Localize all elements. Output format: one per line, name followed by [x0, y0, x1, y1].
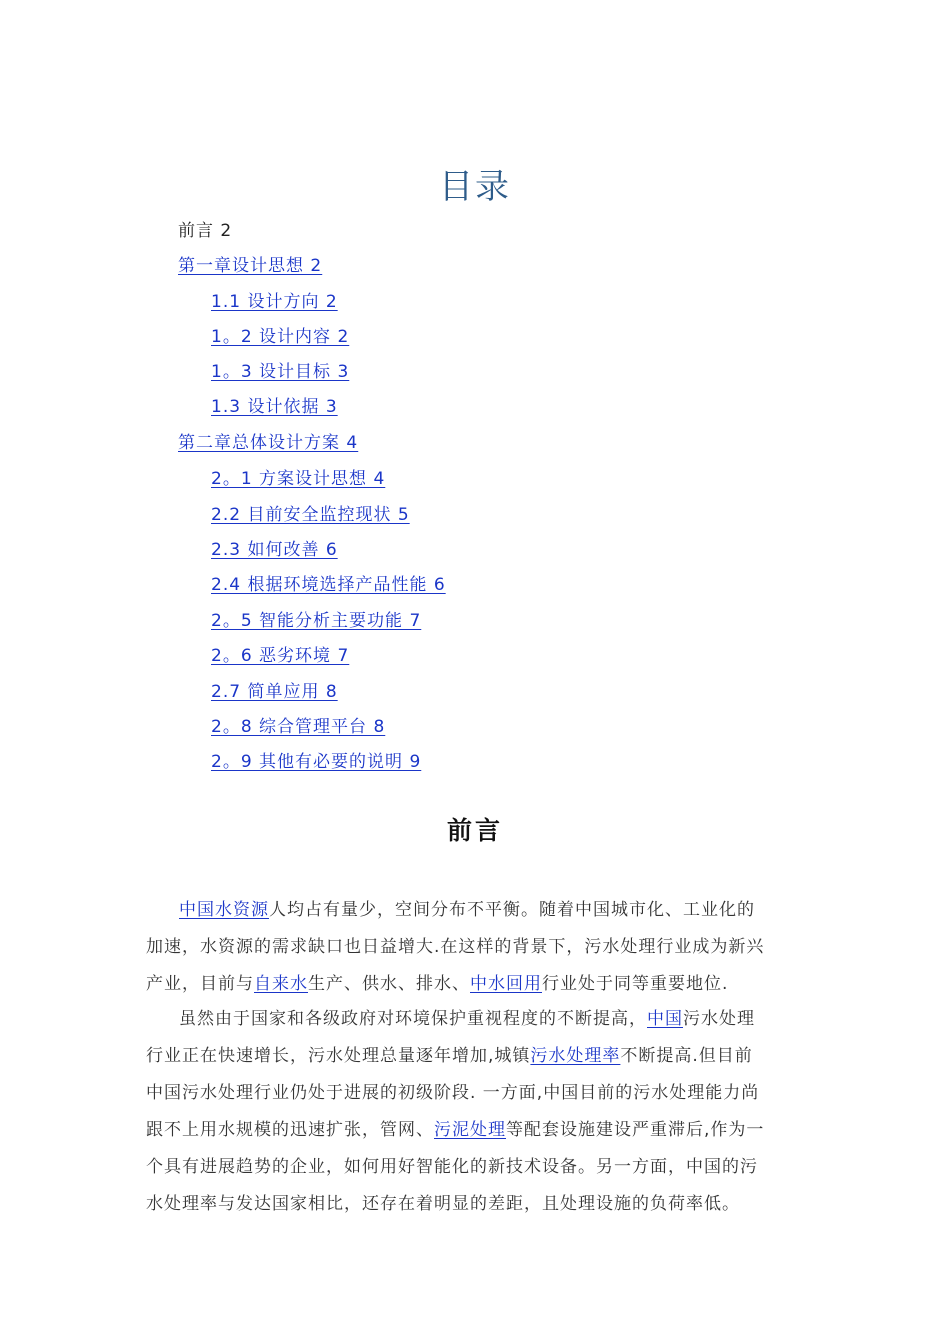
paragraph-line: 水处理率与发达国家相比，还存在着明显的差距，且处理设施的负荷率低。 — [146, 1194, 740, 1214]
text-span: 人均占有量少，空间分布不平衡。随着中国城市化、工业化的 — [269, 900, 755, 920]
toc-item-2-9[interactable]: 2。9 其他有必要的说明 9 — [211, 752, 422, 772]
text-span: 等配套设施建设严重滞后,作为一 — [506, 1120, 765, 1140]
toc-item-1-3-basis[interactable]: 1.3 设计依据 3 — [211, 397, 338, 417]
toc-item-2-5[interactable]: 2。5 智能分析主要功能 7 — [211, 611, 422, 631]
toc-item-chapter-1[interactable]: 第一章设计思想 2 — [178, 256, 323, 276]
link-tap-water[interactable]: 自来水 — [254, 974, 308, 994]
toc-item-1-1[interactable]: 1.1 设计方向 2 — [211, 292, 338, 312]
text-span: 行业处于同等重要地位. — [542, 974, 729, 994]
text-span: 生产、供水、排水、 — [308, 974, 470, 994]
paragraph-line — [146, 1001, 808, 1038]
text-span: 虽然由于国家和各级政府对环境保护重视程度的不断提高， — [179, 1009, 647, 1029]
link-water-resources[interactable]: 中国水资源 — [179, 900, 269, 920]
toc-item-2-4[interactable]: 2.4 根据环境选择产品性能 6 — [211, 575, 446, 595]
paragraph-line: 中国污水处理行业仍处于进展的初级阶段. 一方面,中国目前的污水处理能力尚 — [146, 1083, 760, 1103]
paragraph-line — [146, 966, 808, 1003]
text-span: 产业，目前与 — [146, 974, 254, 994]
toc-item-2-6[interactable]: 2。6 恶劣环境 7 — [211, 646, 350, 666]
paragraph-line: 加速，水资源的需求缺口也日益增大.在这样的背景下，污水处理行业成为新兴 — [146, 937, 765, 957]
toc-item-chapter-2[interactable]: 第二章总体设计方案 4 — [178, 433, 359, 453]
toc-item-2-1[interactable]: 2。1 方案设计思想 4 — [211, 469, 386, 489]
text-span: 污水处理 — [683, 1009, 755, 1029]
preface-title: 前言 — [446, 816, 503, 845]
text-span: 行业正在快速增长，污水处理总量逐年增加,城镇 — [146, 1046, 531, 1066]
link-sewage-treatment-rate[interactable]: 污水处理率 — [530, 1046, 621, 1066]
text-span: 不断提高.但目前 — [620, 1046, 753, 1066]
toc-item-2-8[interactable]: 2。8 综合管理平台 8 — [211, 717, 386, 737]
toc-item-2-3[interactable]: 2.3 如何改善 6 — [211, 540, 338, 560]
paragraph-line — [146, 1038, 808, 1075]
toc-item-2-2[interactable]: 2.2 目前安全监控现状 5 — [211, 505, 410, 525]
link-reclaimed-water[interactable]: 中水回用 — [470, 974, 542, 994]
paragraph-line — [146, 892, 808, 929]
link-china[interactable]: 中国 — [647, 1009, 683, 1029]
toc-item-1-3-target[interactable]: 1。3 设计目标 3 — [211, 362, 350, 382]
toc-item-preface: 前言 2 — [178, 221, 233, 241]
paragraph-line: 个具有进展趋势的企业，如何用好智能化的新技术设备。另一方面，中国的污 — [146, 1157, 758, 1177]
preface-paragraph-1 — [146, 892, 808, 1003]
preface-paragraph-2 — [146, 1001, 808, 1223]
toc-title: 目录 — [439, 167, 511, 207]
text-span: 跟不上用水规模的迅速扩张，管网、 — [146, 1120, 434, 1140]
toc-item-1-2[interactable]: 1。2 设计内容 2 — [211, 327, 350, 347]
link-sludge-treatment[interactable]: 污泥处理 — [434, 1120, 506, 1140]
toc-item-2-7[interactable]: 2.7 简单应用 8 — [211, 682, 338, 702]
paragraph-line — [146, 1112, 808, 1149]
